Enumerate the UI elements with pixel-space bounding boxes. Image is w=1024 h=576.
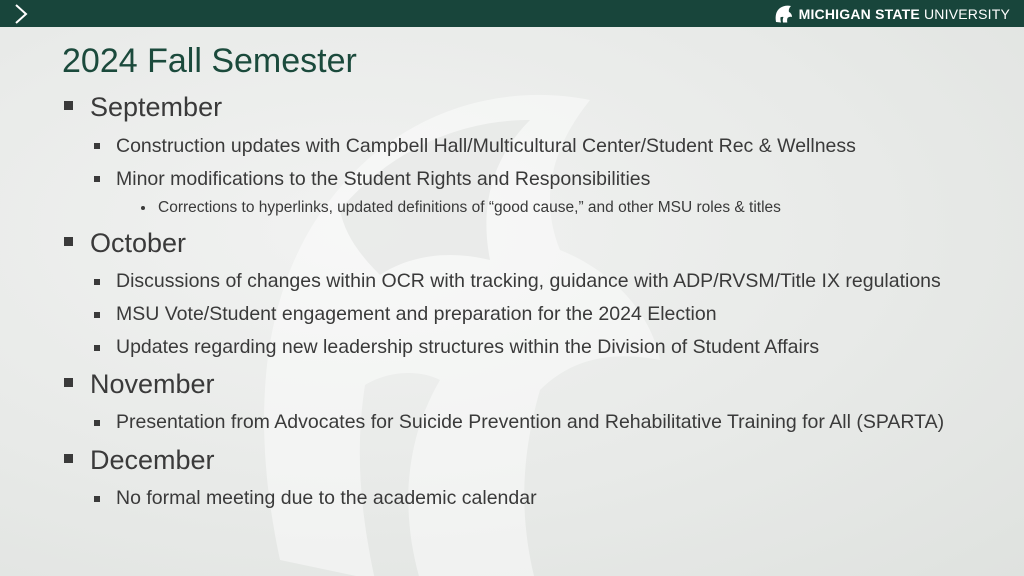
top-bar — [0, 0, 1024, 27]
square-bullet-icon — [64, 454, 73, 463]
brand-name-light: UNIVERSITY — [923, 5, 1010, 22]
list-item: Presentation from Advocates for Suicide Prevention and Rehabilitative Training for All (SPARTA) — [116, 411, 945, 433]
slide-title: 2024 Fall Semester — [62, 42, 357, 80]
chevron-right-icon[interactable] — [10, 3, 32, 25]
list-item: Discussions of changes within OCR with tracking, guidance with ADP/RVSM/Title IX regulations — [116, 270, 941, 292]
square-bullet-icon — [94, 420, 100, 426]
section-december: December — [90, 445, 215, 475]
spartan-helmet-icon — [773, 4, 793, 24]
square-bullet-icon — [94, 143, 100, 149]
square-bullet-icon — [94, 312, 100, 318]
square-bullet-icon — [64, 237, 73, 246]
square-bullet-icon — [94, 345, 100, 351]
section-october: October — [90, 228, 187, 258]
square-bullet-icon — [94, 496, 100, 502]
list-item: MSU Vote/Student engagement and preparation for the 2024 Election — [116, 303, 717, 325]
section-september: September — [90, 92, 223, 122]
square-bullet-icon — [94, 176, 100, 182]
brand-name-bold: MICHIGAN STATE — [798, 5, 920, 22]
square-bullet-icon — [64, 101, 73, 110]
list-item: Minor modifications to the Student Rights and Responsibilities — [116, 168, 651, 190]
list-item: No formal meeting due to the academic calendar — [116, 487, 537, 509]
square-bullet-icon — [64, 378, 73, 387]
dot-bullet-icon — [141, 206, 145, 210]
list-item: Updates regarding new leadership structures within the Division of Student Affairs — [116, 336, 820, 358]
section-november: November — [90, 369, 215, 399]
msu-logo — [773, 3, 1010, 24]
list-subitem: Corrections to hyperlinks, updated definitions of “good cause,” and other MSU roles & titles — [158, 199, 781, 216]
square-bullet-icon — [94, 279, 100, 285]
list-item: Construction updates with Campbell Hall/Multicultural Center/Student Rec & Wellness — [116, 135, 856, 157]
